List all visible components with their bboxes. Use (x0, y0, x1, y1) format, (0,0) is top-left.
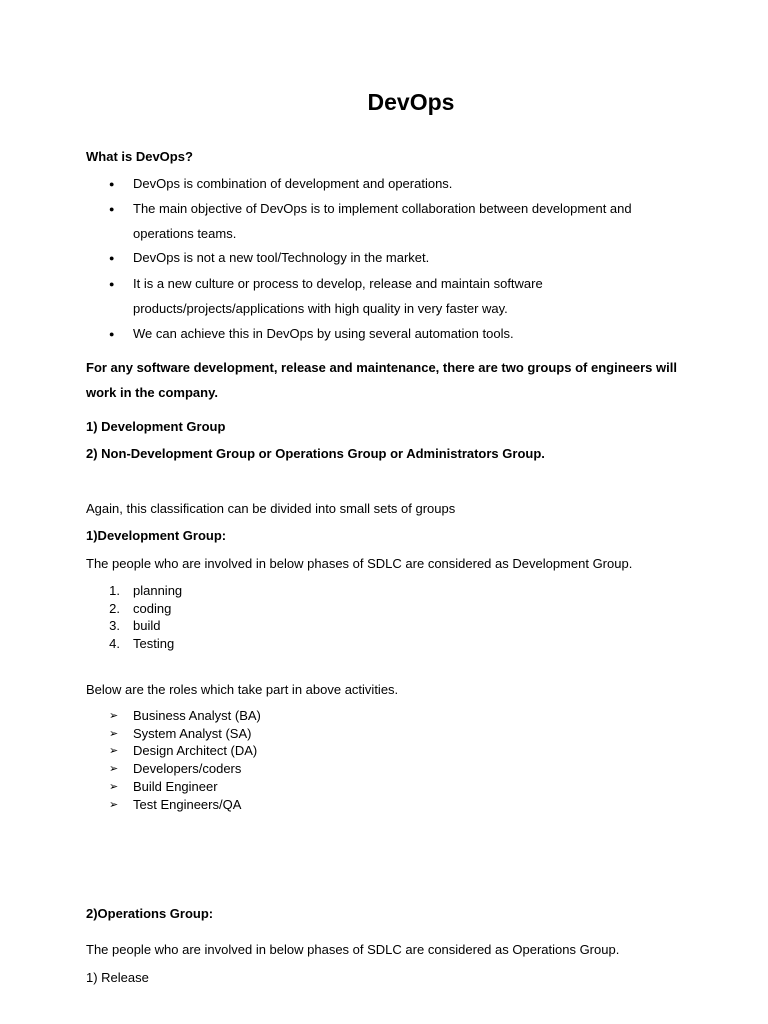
groups-statement-line-2: work in the company. (86, 385, 218, 400)
bullet-icon: ● (109, 329, 115, 339)
groups-statement-line-1: For any software development, release and maintenance, there are two groups of engineers will (86, 360, 677, 375)
group-item-development: 1) Development Group (86, 419, 226, 434)
sdlc-phase-item: coding (133, 601, 172, 616)
group-item-operations: 2) Non-Development Group or Operations Group or Administrators Group. (86, 446, 545, 461)
sdlc-phase-item: Testing (133, 636, 175, 651)
ops-group-heading: 2)Operations Group: (86, 906, 214, 921)
list-number: 2. (109, 601, 120, 616)
bullet-icon: ● (109, 204, 115, 214)
bullet-icon: ● (109, 179, 115, 189)
bullet-icon: ● (109, 253, 115, 263)
list-number: 1. (109, 583, 120, 598)
intro-bullet-4: It is a new culture or process to develop, release and maintain software (133, 276, 543, 291)
intro-bullet-4-continued: products/projects/applications with high quality in very faster way. (133, 301, 508, 316)
sdlc-phase-item: planning (133, 583, 183, 598)
list-number: 3. (109, 618, 120, 633)
ops-group-description: The people who are involved in below phases of SDLC are considered as Operations Group. (86, 942, 620, 957)
role-item: Business Analyst (BA) (133, 708, 261, 723)
ops-phase-item: 1) Release (86, 970, 149, 985)
role-item: System Analyst (SA) (133, 726, 252, 741)
list-number: 4. (109, 636, 120, 651)
role-item: Developers/coders (133, 761, 242, 776)
arrow-bullet-icon: ➢ (109, 745, 119, 757)
intro-bullet-2-continued: operations teams. (133, 226, 237, 241)
arrow-bullet-icon: ➢ (109, 799, 119, 811)
intro-bullet-3: DevOps is not a new tool/Technology in the market. (133, 250, 430, 265)
intro-bullet-5: We can achieve this in DevOps by using several automation tools. (133, 326, 514, 341)
dev-group-description: The people who are involved in below phases of SDLC are considered as Development Group. (86, 556, 633, 571)
role-item: Design Architect (DA) (133, 743, 258, 758)
role-item: Build Engineer (133, 779, 218, 794)
intro-heading: What is DevOps? (86, 149, 193, 164)
arrow-bullet-icon: ➢ (109, 728, 119, 740)
dev-group-heading: 1)Development Group: (86, 528, 227, 543)
role-item: Test Engineers/QA (133, 797, 242, 812)
intro-bullet-2: The main objective of DevOps is to implement collaboration between development and (133, 201, 632, 216)
intro-bullet-1: DevOps is combination of development and operations. (133, 176, 453, 191)
bullet-icon: ● (109, 279, 115, 289)
roles-intro: Below are the roles which take part in above activities. (86, 682, 399, 697)
classification-text: Again, this classification can be divided into small sets of groups (86, 501, 456, 516)
document-title: DevOps (367, 89, 455, 115)
sdlc-phase-item: build (133, 618, 161, 633)
arrow-bullet-icon: ➢ (109, 781, 119, 793)
arrow-bullet-icon: ➢ (109, 710, 119, 722)
arrow-bullet-icon: ➢ (109, 763, 119, 775)
